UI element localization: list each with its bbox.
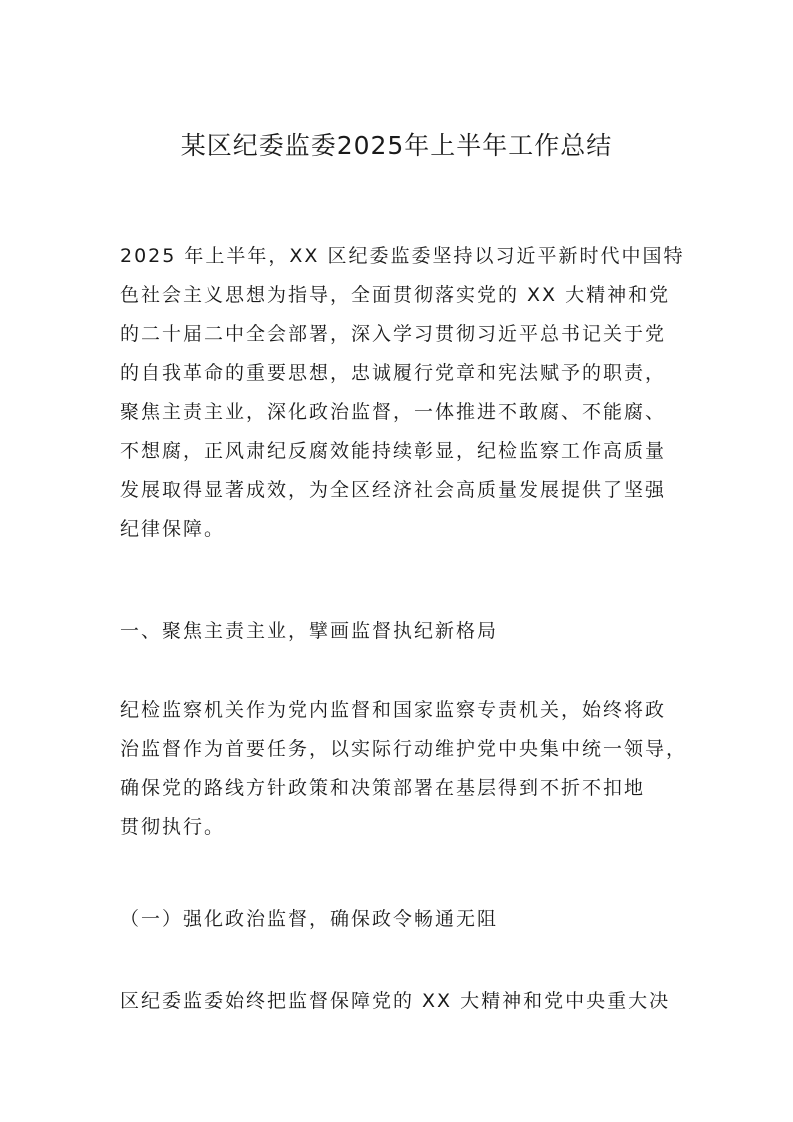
text-line: 纪检监察机关作为党内监督和国家监察专责机关，始终将政 bbox=[120, 699, 667, 721]
document-title: 某区纪委监委2025年上半年工作总结 bbox=[180, 131, 613, 160]
text-line: 聚焦主责主业，深化政治监督，一体推进不敢腐、不能腐、 bbox=[120, 401, 667, 423]
text-line: 确保党的路线方针政策和决策部署在基层得到不折不扣地 bbox=[120, 777, 646, 799]
heading-line: （一）强化政治监督，确保政令畅通无阻 bbox=[120, 908, 499, 930]
text-line: 贯彻执行。 bbox=[120, 816, 226, 838]
text-line: 不想腐，正风肃纪反腐效能持续彰显，纪检监察工作高质量 bbox=[120, 440, 667, 462]
text-line: 治监督作为首要任务，以实际行动维护党中央集中统一领导， bbox=[120, 738, 688, 760]
subsection-1-paragraph bbox=[120, 982, 680, 1021]
text-line: 区纪委监委始终把监督保障党的 XX 大精神和党中央重大决 bbox=[120, 990, 671, 1012]
text-line: 发展取得显著成效，为全区经济社会高质量发展提供了坚强 bbox=[120, 479, 667, 501]
heading-line: 一、聚焦主责主业，擘画监督执纪新格局 bbox=[120, 620, 499, 642]
section-heading-1 bbox=[120, 612, 680, 651]
text-line: 的自我革命的重要思想，忠诚履行党章和宪法赋予的职责， bbox=[120, 362, 667, 384]
section-1-paragraph bbox=[120, 691, 688, 847]
text-line: 2025 年上半年，XX 区纪委监委坚持以习近平新时代中国特 bbox=[120, 245, 685, 267]
text-line: 纪律保障。 bbox=[120, 518, 226, 540]
text-line: 色社会主义思想为指导，全面贯彻落实党的 XX 大精神和党 bbox=[120, 284, 671, 306]
subsection-heading-1 bbox=[120, 900, 680, 939]
intro-paragraph bbox=[120, 237, 685, 549]
text-line: 的二十届二中全会部署，深入学习贯彻习近平总书记关于党 bbox=[120, 323, 667, 345]
